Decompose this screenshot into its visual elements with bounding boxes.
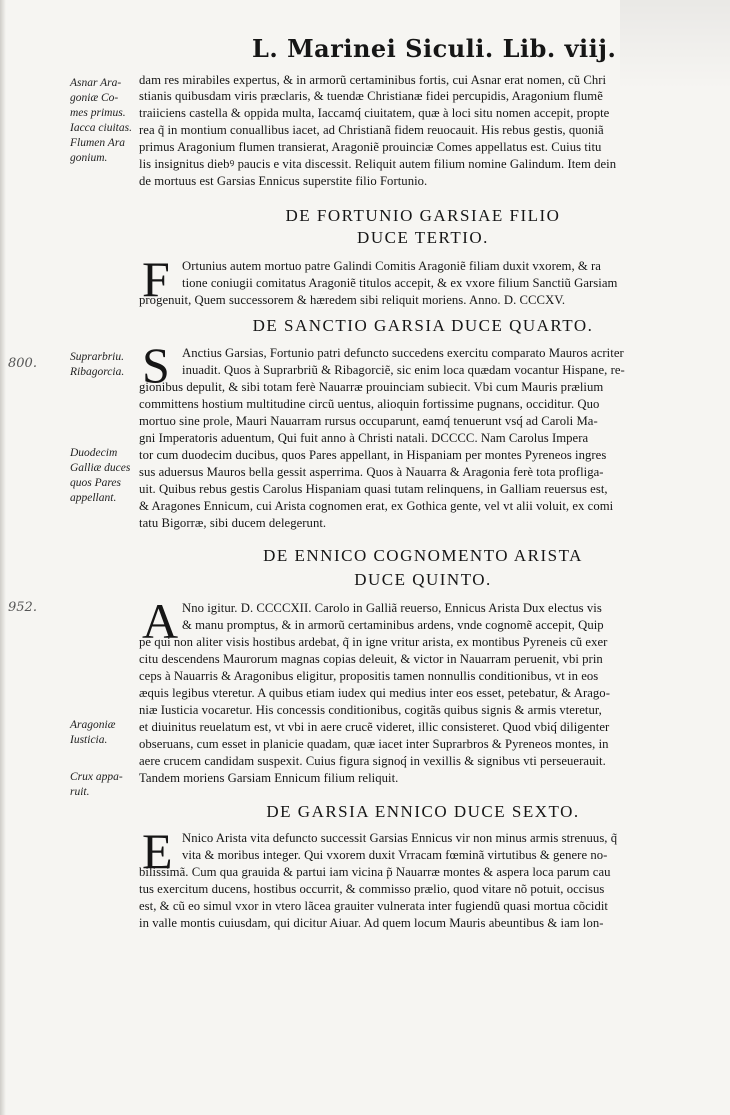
text-line: tatu Bigorræ, sibi ducem delegerunt.: [139, 516, 327, 530]
text-line: Tandem moriens Garsiam Ennicum filium reliquit.: [139, 771, 399, 785]
text-line: progenuit, Quem successorem & hæredem sibi reliquit moriens. Anno. D. CCCXV.: [139, 293, 566, 307]
text-line: uit. Quibus rebus gestis Carolus Hispaniam quasi tutam relinquens, in Galliam reuersus est,: [139, 482, 608, 496]
text-line: gni Imperatoris aduentum, Qui fuit anno à Christi natali. DCCCC. Nam Carolus Impera: [139, 431, 589, 445]
text-line: pe qui non aliter visis hostibus ardebat, q̃ in igne vritur arista, ex montibus Pyreneis cũ exer: [139, 635, 608, 649]
margin-note: Aragoniæ Iusticia.: [70, 719, 116, 746]
text-line: Nnico Arista vita defuncto successit Garsias Ennicus vir non minus armis strenuus, q̃: [182, 831, 618, 845]
text-line: obseruans, cum esset in planicie quadam, quæ iacet inter Suprarbros & Pyreneos montes, in: [139, 737, 609, 751]
text-line: traiiciens castella & oppida multa, Iaccamq́ ciuitatem, quæ à loci situ nomen accepit, propte: [139, 106, 610, 120]
text-line: & Aragones Ennicum, cui Arista cognomen erat, ex Gothica gente, vel vt alii voluit, ex comi: [139, 499, 614, 513]
chapter-heading: DUCE QUINTO.: [354, 570, 492, 589]
text-line: mortuo sine prole, Mauri Nauarram rursus occuparunt, eamq́ tenuerunt vsq́ ad Caroli Ma-: [139, 414, 598, 428]
text-line: niæ Iusticia vocaretur. His concessis conditionibus, cogitãs quibus signis & armis vteretur,: [139, 703, 602, 717]
drop-cap: S: [142, 337, 170, 393]
chapter-heading: DUCE TERTIO.: [357, 228, 489, 247]
text-line: rea q̃ in montium conuallibus iacet, ad Christianã fidem reuocauit. His rebus gestis, quoniã: [139, 123, 604, 137]
drop-cap: A: [142, 593, 179, 649]
text-line: & manu promptus, & in armorũ certaminibus ardens, vnde cognomẽ accepit, Quip: [182, 618, 604, 632]
text-line: gionibus depulit, & sibi totam ferè Nauarræ prouinciam subiecit. Vbi cum Mauris prælium: [139, 380, 604, 394]
text-line: tus exercitum ducens, hostibus occurrit, & commisso prælio, quod vitare nõ potuit, occisus: [139, 882, 605, 896]
text-line: Ortunius autem mortuo patre Galindi Comitis Aragoniẽ filiam duxit vxorem, & ra: [182, 259, 601, 273]
text-line: sus aduersus Mauros bella gessit asperrima. Quos à Nauarra & Aragonia ferè tota profliga-: [139, 465, 604, 479]
drop-cap: E: [142, 823, 173, 879]
text-line: committens hostium multitudine circũ uentus, alioquin fortissime pugnans, occiditur. Quo: [139, 397, 600, 411]
text-line: et diuinitus reuelatum est, vt vbi in aere crucẽ videret, illic consisteret. Quod vbiq́ diligenter: [139, 720, 610, 734]
text-line: primus Aragonium flumen transierat, Aragoniẽ prouinciæ Comes appellatus est. Cuius titu: [139, 140, 602, 154]
margin-note: Crux appa- ruit.: [70, 771, 123, 798]
chapter-heading: DE ENNICO COGNOMENTO ARISTA: [263, 546, 583, 565]
text-line: lis insignitus diebꝰ paucis e vita discessit. Reliquit autem filium nomine Galindum. Item dein: [139, 157, 617, 171]
running-head: L. Marinei Siculi. Lib. viij.: [252, 34, 617, 63]
text-line: stianis quibusdam viris præclaris, & tuendæ Christianæ fidei percupidis, Aragonium flumẽ: [139, 89, 603, 103]
drop-cap: F: [142, 251, 170, 307]
text-line: est, & cũ eo simul vxor in vtero lãcea grauiter vulnerata inter fugiendũ quasi mortua cõcidit: [139, 899, 609, 913]
margin-note: Suprarbriu. Ribagorcia.: [70, 351, 125, 378]
text-line: citu descendens Maurorum magnas copias deleuit, & victor in Nauarram peruenit, vbi prin: [139, 652, 603, 666]
text-line: Anctius Garsias, Fortunio patri defuncto succedens exercitu comparato Mauros acriter: [182, 346, 624, 360]
handwritten-note: 952.: [8, 600, 37, 615]
text-line: tor cum duodecim ducibus, quos Pares appellant, in Hispaniam per montes Pyreneos ingres: [139, 448, 607, 462]
text-line: de mortuus est Garsias Ennicus superstite filio Fortunio.: [139, 174, 428, 188]
margin-note: Asnar Ara- goniæ Co- mes primus. Iacca ciuitas. Flumen Ara gonium.: [70, 77, 132, 164]
text-line: inuadit. Quos à Suprarbriũ & Ribagorciẽ, sic enim loca quædam vocantur Hispane, re-: [182, 363, 625, 377]
chapter-heading: DE FORTUNIO GARSIAE FILIO: [285, 206, 561, 225]
text-line: æquis legibus vteretur. A quibus etiam iudex qui medius inter eos esset, petebatur, & Arago-: [139, 686, 610, 700]
text-line: dam res mirabiles expertus, & in armorũ certaminibus fortis, cui Asnar erat nomen, cũ Chri: [139, 73, 607, 87]
text-line: aere crucem candidam suspexit. Cuius figura signoq́ in vexillis & signibus vti perseuerauit.: [139, 754, 606, 768]
text-line: vita & moribus integer. Qui vxorem duxit Vrracam fœminã virtutibus & genere no-: [182, 848, 608, 862]
text-line: tione coniugii comitatus Aragoniẽ titulos accepit, & ex vxore filium Sanctiũ Garsiam: [182, 276, 618, 290]
handwritten-note: 800.: [8, 356, 37, 371]
chapter-heading: DE GARSIA ENNICO DUCE SEXTO.: [266, 802, 580, 821]
page-edge-shadow: [0, 0, 6, 1115]
text-line: in valle montis cuiusdam, qui dicitur Aiuar. Ad quem locum Mauris abeuntibus & iam lon-: [139, 916, 604, 930]
text-line: bilissimã. Cum qua grauida & partui iam vicina p̃ Nauarræ montes & aspera loca parum cau: [139, 865, 611, 879]
text-line: ceps à Nauarris & Aragonibus eligitur, propositis tamen nonnullis conditionibus, vt in eos: [139, 669, 599, 683]
chapter-heading: DE SANCTIO GARSIA DUCE QUARTO.: [252, 316, 594, 335]
text-line: Nno igitur. D. CCCCXII. Carolo in Galliã reuerso, Ennicus Arista Dux electus vis: [182, 601, 602, 615]
margin-note: Duodecim Galliæ duces quos Pares appellant.: [70, 447, 131, 504]
